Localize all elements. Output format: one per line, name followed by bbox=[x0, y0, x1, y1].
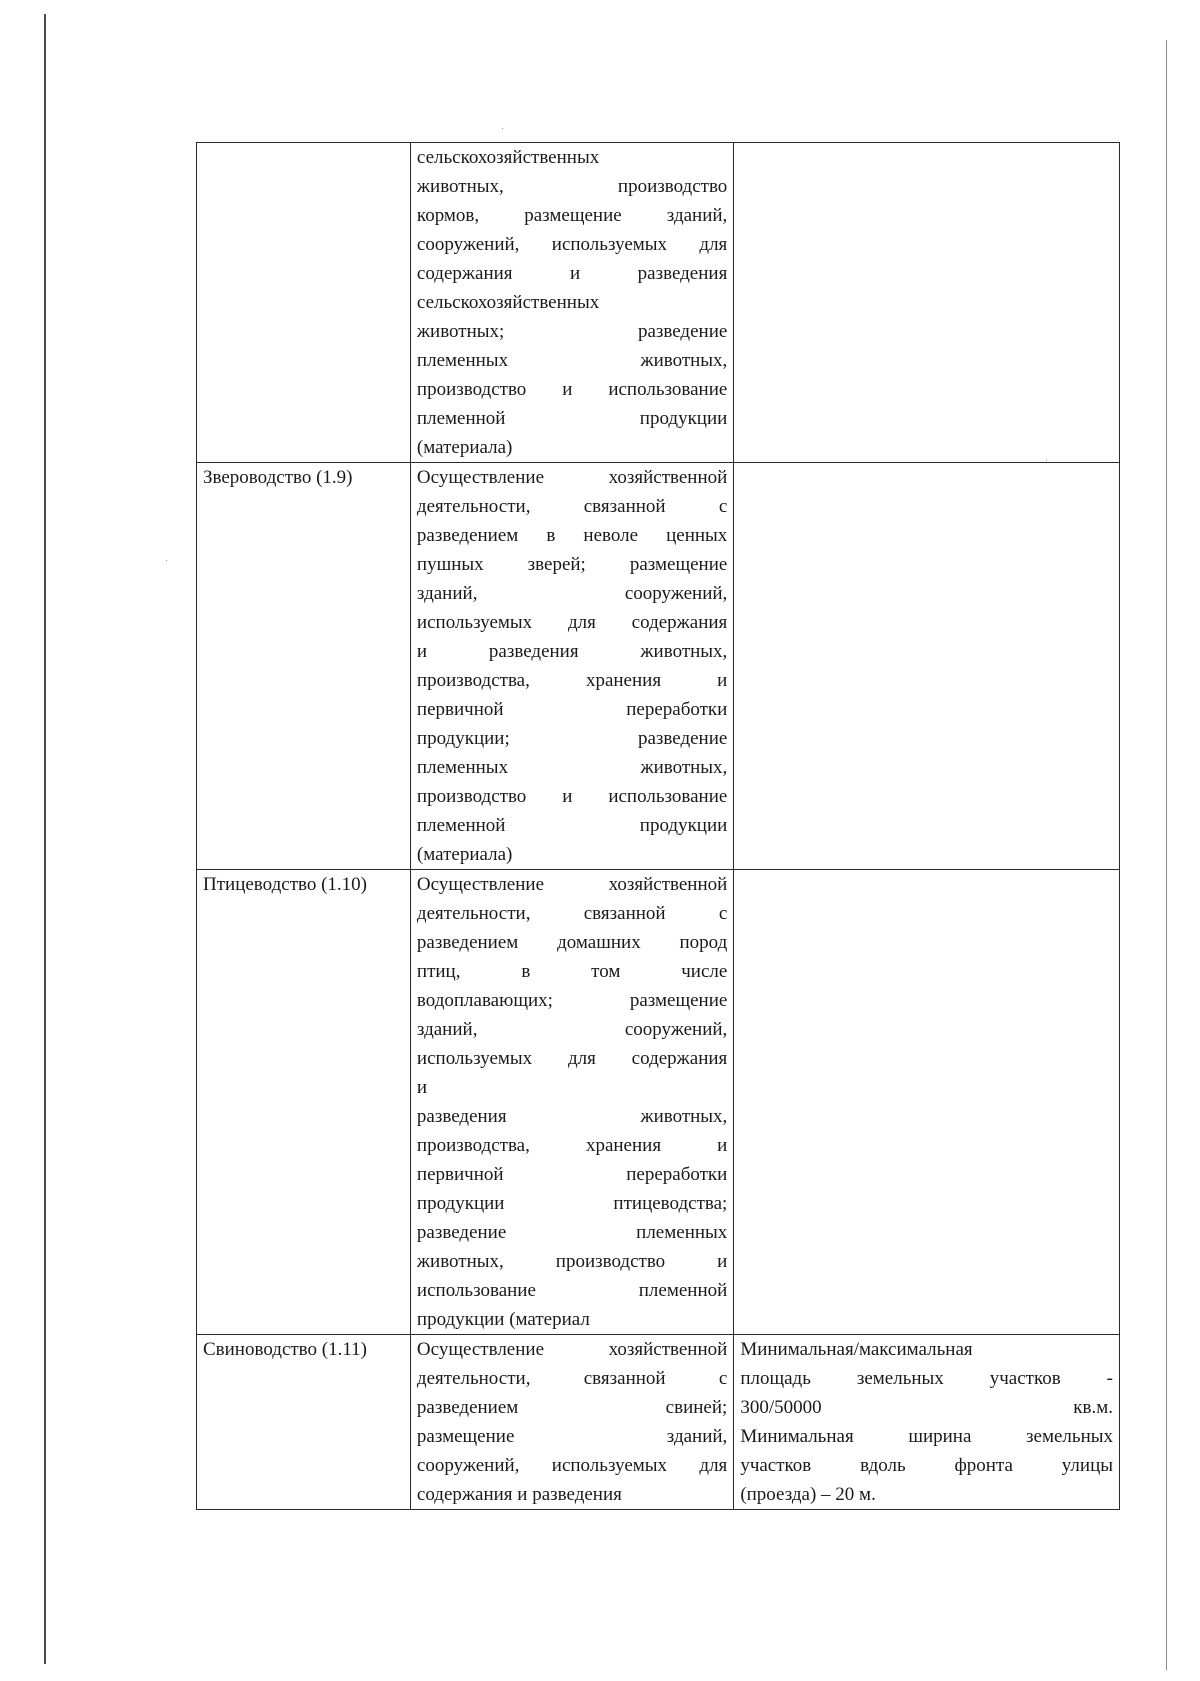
description-line: продукции птицеводства; bbox=[416, 1193, 728, 1214]
description-line: животных; разведение bbox=[416, 321, 728, 342]
table-row bbox=[197, 870, 1120, 1335]
description-line: зданий, сооружений, bbox=[416, 583, 728, 604]
description-line: сооружений, используемых для bbox=[416, 1455, 728, 1476]
description-line: Осуществление хозяйственной bbox=[416, 1339, 728, 1360]
description-line: сельскохозяйственных bbox=[416, 147, 600, 168]
description-line: племенных животных, bbox=[416, 757, 728, 778]
description-line: разведения животных, bbox=[416, 1106, 728, 1127]
table-row bbox=[197, 143, 1120, 463]
description-line: разведение племенных bbox=[416, 1222, 728, 1243]
description-line: зданий, сооружений, bbox=[416, 1019, 728, 1040]
description-line: продукции (материал bbox=[416, 1309, 590, 1330]
description-line: разведением свиней; bbox=[416, 1397, 728, 1418]
description-line: разведением в неволе ценных bbox=[416, 525, 728, 546]
table-row bbox=[197, 1335, 1120, 1510]
plot-parameters-cell bbox=[734, 1335, 1120, 1510]
description-line: птиц, в том числе bbox=[416, 961, 728, 982]
description-line: первичной переработки bbox=[416, 699, 728, 720]
parameter-line: (проезда) – 20 м. bbox=[740, 1484, 876, 1505]
description-line: производства, хранения и bbox=[416, 670, 728, 691]
description-line: водоплавающих; размещение bbox=[416, 990, 728, 1011]
scan-speck bbox=[502, 128, 503, 129]
description-line: животных, производство bbox=[416, 176, 728, 197]
activity-description-cell bbox=[410, 143, 733, 463]
parameter-line: участков вдоль фронта улицы bbox=[740, 1455, 1113, 1476]
table-row bbox=[197, 463, 1120, 870]
description-line: племенных животных, bbox=[416, 350, 728, 371]
description-line: использование племенной bbox=[416, 1280, 728, 1301]
description-line: (материала) bbox=[416, 844, 513, 865]
description-line: Осуществление хозяйственной bbox=[416, 467, 728, 488]
description-line: и bbox=[416, 1077, 428, 1098]
description-line: производство и использование bbox=[416, 786, 728, 807]
plot-parameters-cell bbox=[734, 870, 1120, 1335]
plot-parameters-cell bbox=[734, 143, 1120, 463]
description-line: продукции; разведение bbox=[416, 728, 728, 749]
description-line: животных, производство и bbox=[416, 1251, 728, 1272]
description-line: деятельности, связанной с bbox=[416, 496, 728, 517]
activity-name-cell: Свиноводство (1.11) bbox=[197, 1335, 411, 1510]
description-line: сельскохозяйственных bbox=[416, 292, 600, 313]
activity-name-cell: Звероводство (1.9) bbox=[197, 463, 411, 870]
description-line: деятельности, связанной с bbox=[416, 903, 728, 924]
activity-description-cell bbox=[410, 1335, 733, 1510]
description-line: используемых для содержания bbox=[416, 1048, 728, 1069]
scan-speck bbox=[166, 560, 167, 561]
activity-description-cell bbox=[410, 463, 733, 870]
description-line: содержания и разведения bbox=[416, 263, 728, 284]
plot-parameters-cell bbox=[734, 463, 1120, 870]
description-line: содержания и разведения bbox=[416, 1484, 622, 1505]
description-line: племенной продукции bbox=[416, 815, 728, 836]
land-use-table bbox=[196, 142, 1120, 1510]
activity-description-cell bbox=[410, 870, 733, 1335]
table-body bbox=[197, 143, 1120, 1510]
description-line: пушных зверей; размещение bbox=[416, 554, 728, 575]
activity-name-cell bbox=[197, 143, 411, 463]
description-line: сооружений, используемых для bbox=[416, 234, 728, 255]
scan-right-edge bbox=[1166, 40, 1167, 1670]
parameter-line: Минимальная ширина земельных bbox=[740, 1426, 1113, 1447]
parameter-line: 300/50000 кв.м. bbox=[740, 1397, 1113, 1418]
description-line: используемых для содержания bbox=[416, 612, 728, 633]
parameter-line: Минимальная/максимальная bbox=[740, 1339, 973, 1360]
description-line: деятельности, связанной с bbox=[416, 1368, 728, 1389]
description-line: Осуществление хозяйственной bbox=[416, 874, 728, 895]
description-line: производство и использование bbox=[416, 379, 728, 400]
description-line: кормов, размещение зданий, bbox=[416, 205, 728, 226]
description-line: (материала) bbox=[416, 437, 513, 458]
description-line: и разведения животных, bbox=[416, 641, 728, 662]
description-line: производства, хранения и bbox=[416, 1135, 728, 1156]
parameter-line: площадь земельных участков - bbox=[740, 1368, 1113, 1389]
description-line: размещение зданий, bbox=[416, 1426, 728, 1447]
description-line: разведением домашних пород bbox=[416, 932, 728, 953]
description-line: племенной продукции bbox=[416, 408, 728, 429]
description-line: первичной переработки bbox=[416, 1164, 728, 1185]
activity-name-cell: Птицеводство (1.10) bbox=[197, 870, 411, 1335]
scan-left-edge bbox=[44, 14, 46, 1664]
